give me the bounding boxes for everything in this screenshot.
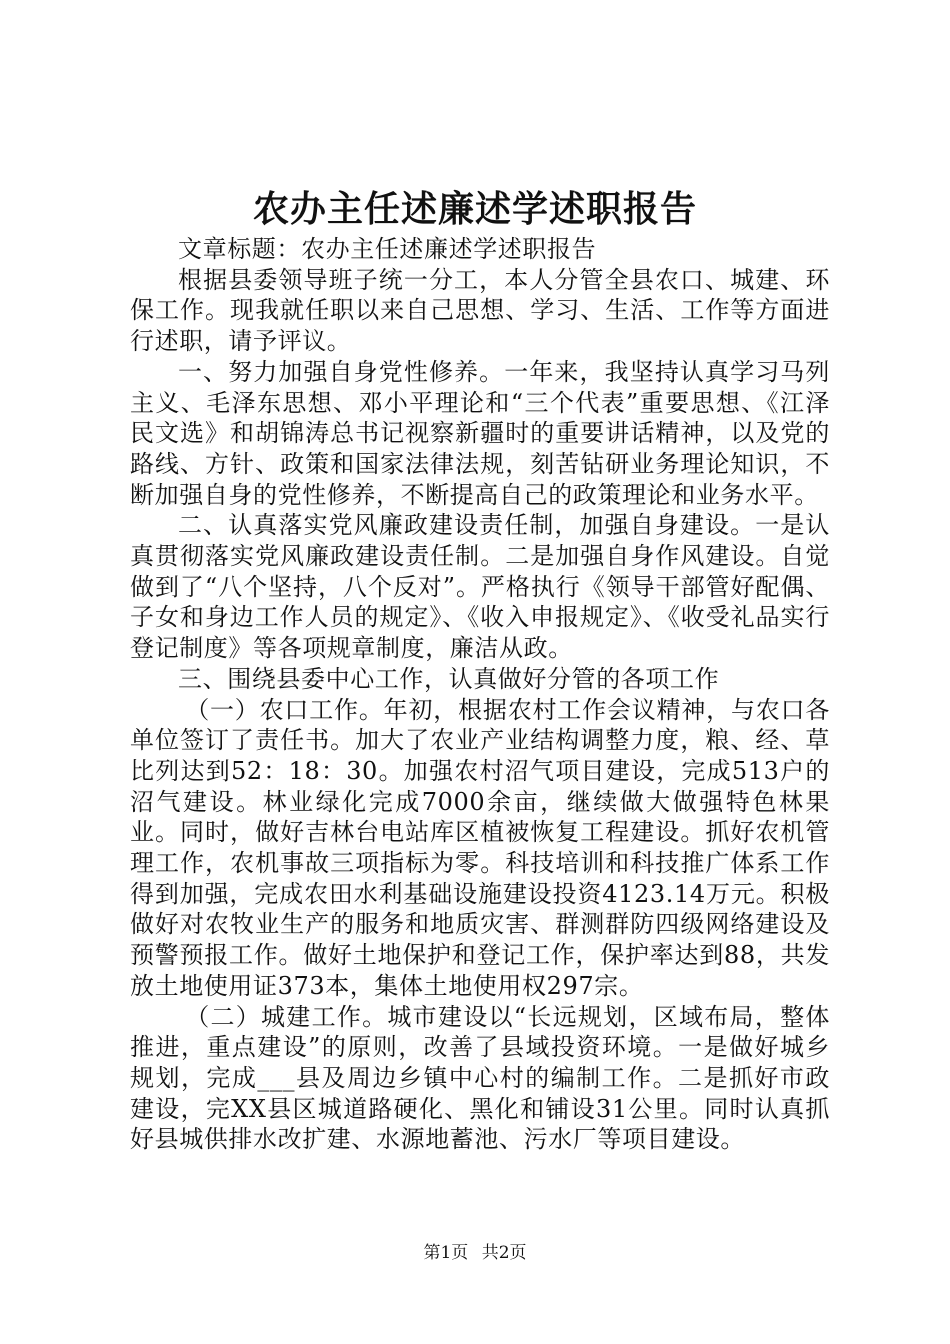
agriculture-work-paragraph: （一）农口工作。年初，根据农村工作会议精神，与农口各单位签订了责任书。加大了农业产业结构调整力度，粮、经、草比列达到52：18：30。加强农村沼气项目建设，完成513户的沼气建设。林业绿化完成7000余亩，继续做大做强特色林果业。同时，做好吉林台电站库区植被恢复工程建设。抓好农机管理工作，农机事故三项指标为零。科技培训和科技推广体系工作得到加强，完成农田水利基础设施建设投资4123.14万元。积极做好对农牧业生产的服务和地质灾害、群测群防四级网络建设及预警预报工作。做好土地保护和登记工作，保护率达到88，共发放土地使用证373本，集体土地使用权297宗。	[130, 695, 830, 1000]
article-title-line: 文章标题：农办主任述廉述学述职报告	[178, 235, 597, 263]
section-one-paragraph: 一、努力加强自身党性修养。一年来，我坚持认真学习马列主义、毛泽东思想、邓小平理论和“三个代表”重要思想、《江泽民文选》和胡锦涛总书记视察新疆时的重要讲话精神，以及党的路线、方针、政策和国家法律法规，刻苦钻研业务理论知识，不断加强自身的党性修养，不断提高自己的政策理论和业务水平。	[130, 357, 830, 509]
document-title: 农办主任述廉述学述职报告	[252, 188, 697, 230]
document-body	[130, 234, 830, 1155]
intro-paragraph: 根据县委领导班子统一分工，本人分管全县农口、城建、环保工作。现我就任职以来自己思想、学习、生活、工作等方面进行述职，请予评议。	[130, 265, 830, 356]
section-three-heading: 三、围绕县委中心工作，认真做好分管的各项工作	[178, 664, 720, 693]
section-two-paragraph: 二、认真落实党风廉政建设责任制，加强自身建设。一是认真贯彻落实党风廉政建设责任制。二是加强自身作风建设。自觉做到了“八个坚持，八个反对”。严格执行《领导干部管好配偶、子女和身边工作人员的规定》、《收入申报规定》、《收受礼品实行登记制度》等各项规章制度，廉洁从政。	[130, 511, 830, 663]
urban-construction-paragraph: （二）城建工作。城市建设以“长远规划，区域布局，整体推进，重点建设”的原则，改善了县域投资环境。一是做好城乡规划，完成___县及周边乡镇中心村的编制工作。二是抓好市政建设，完XX县区城道路硬化、黑化和铺设31公里。同时认真抓好县城供排水改扩建、水源地蓄池、污水厂等项目建设。	[130, 1002, 830, 1154]
page-total: 共2页	[481, 1243, 527, 1263]
page-footer	[0, 1241, 950, 1265]
page-number: 第1页	[423, 1243, 469, 1263]
